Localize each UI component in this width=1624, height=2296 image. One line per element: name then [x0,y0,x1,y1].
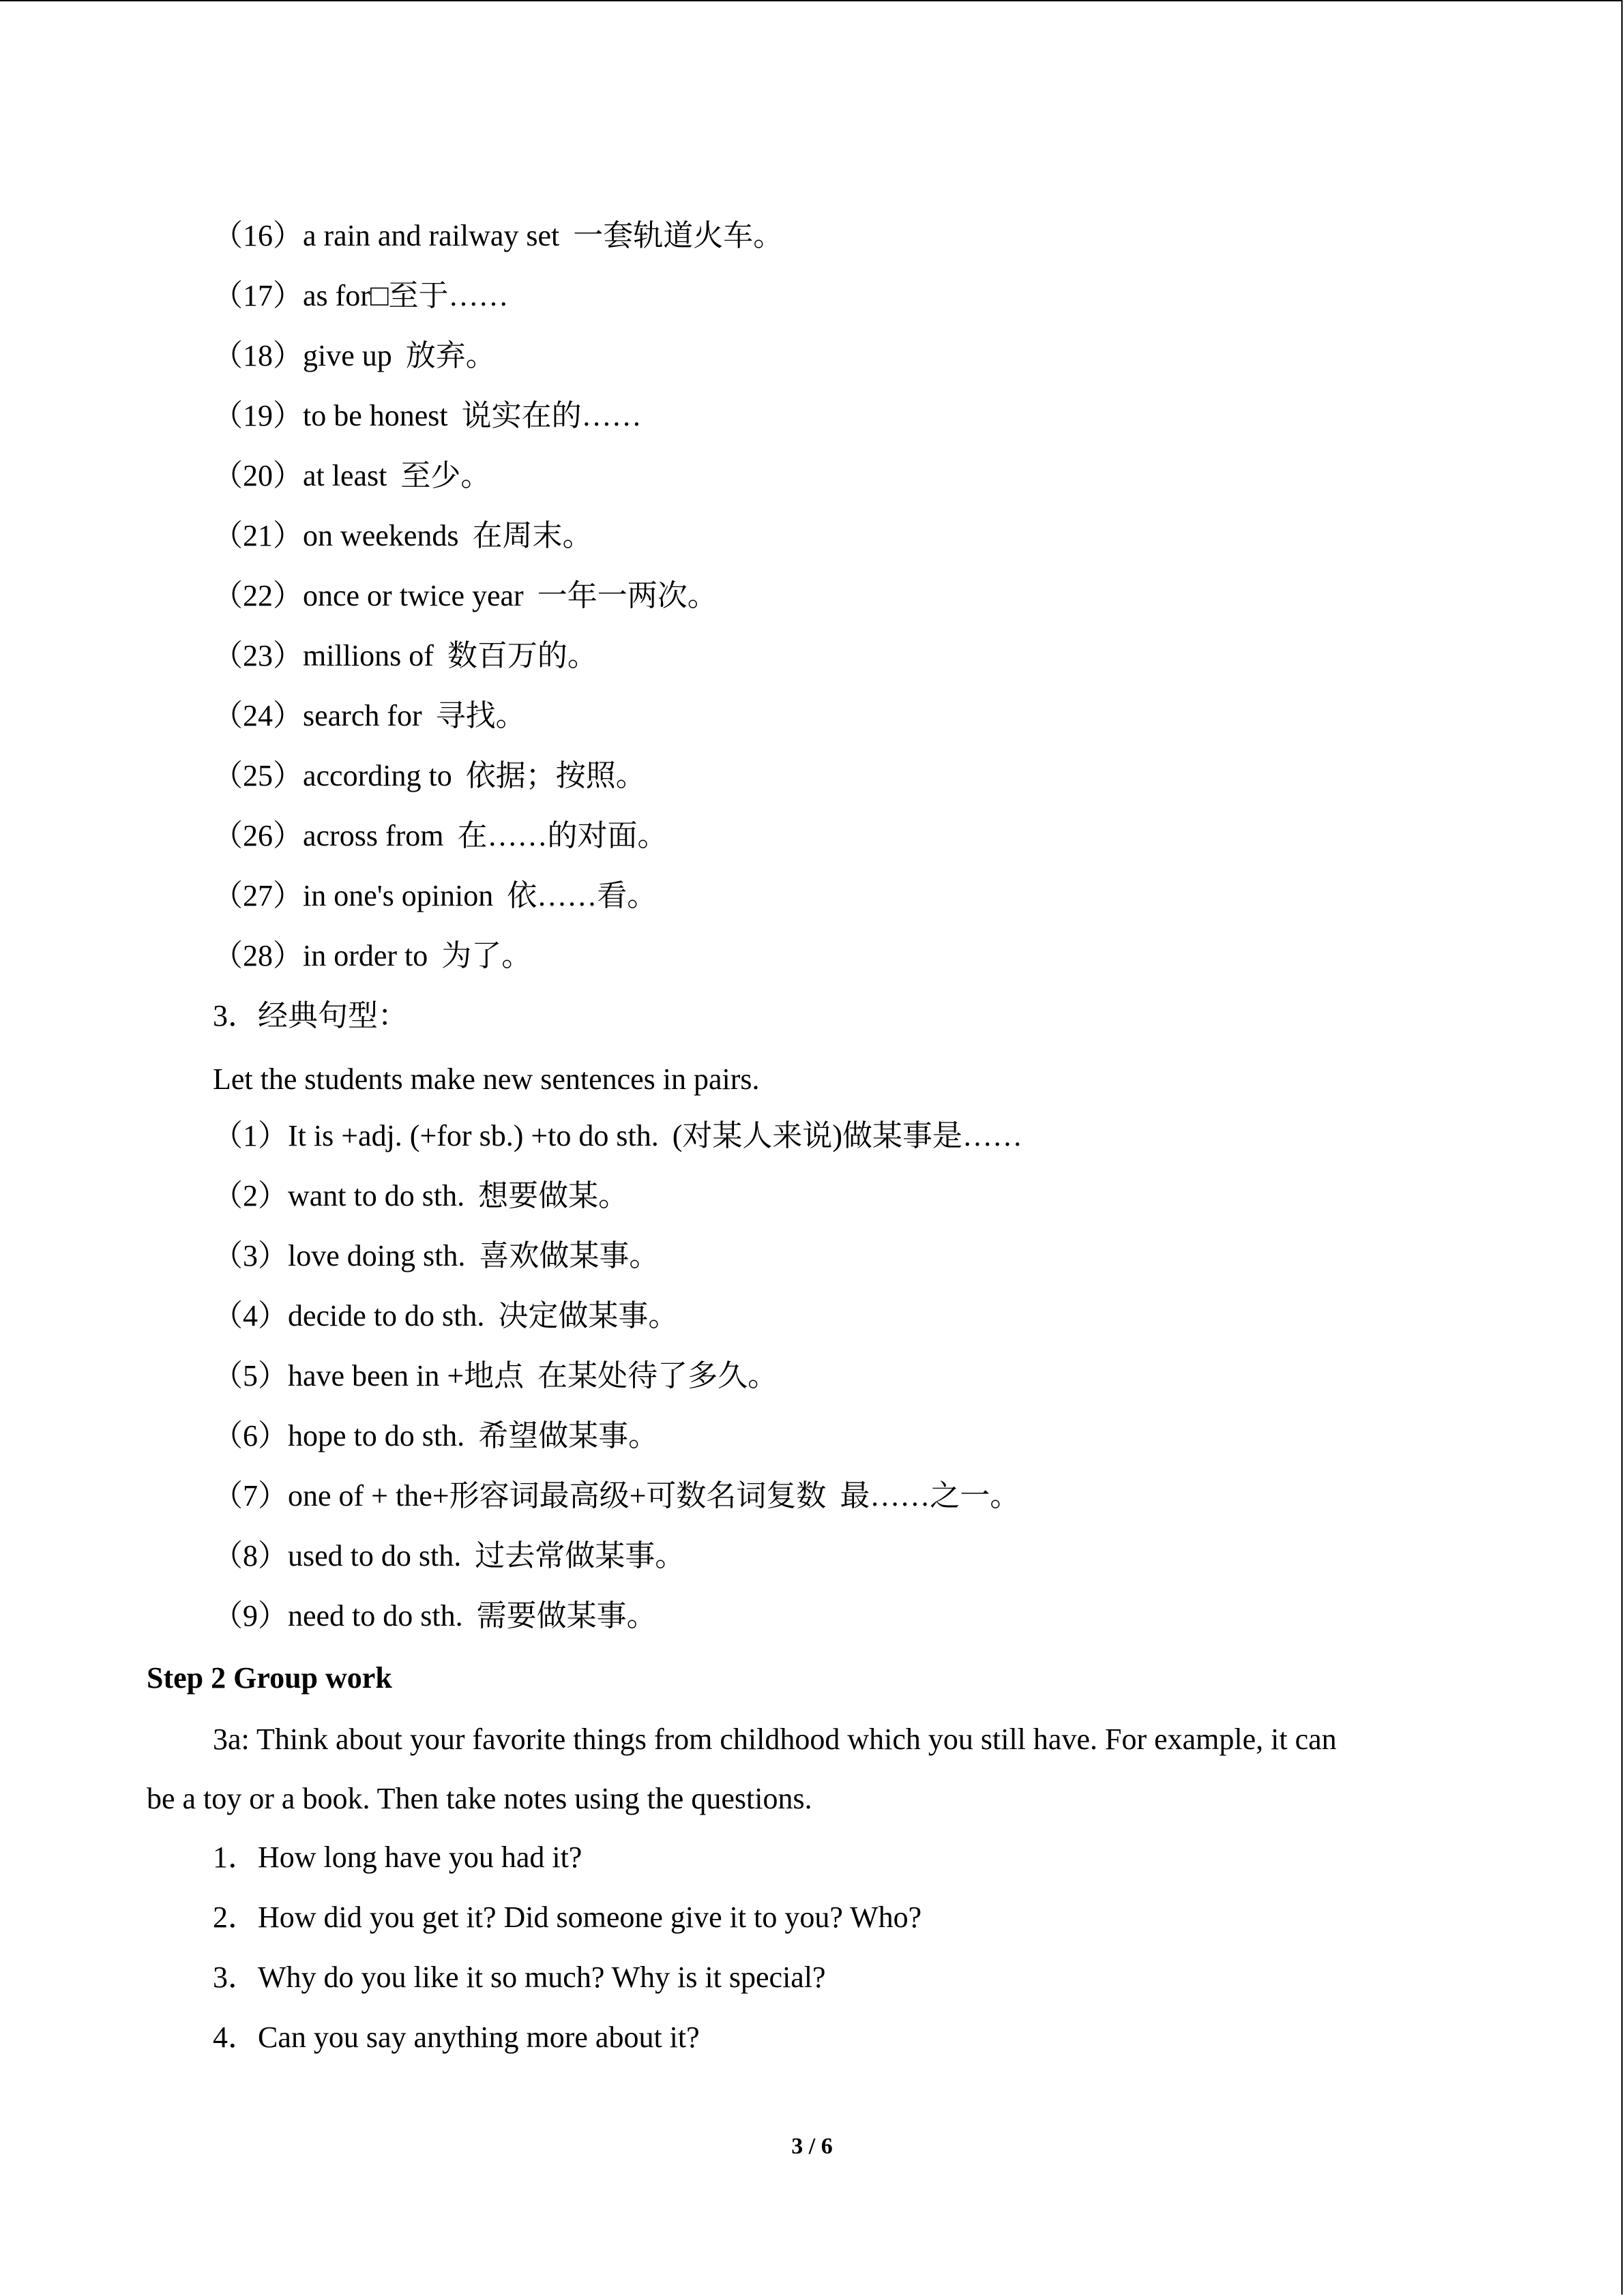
pattern-english: one of + the+形容词最高级+可数名词复数 [288,1479,827,1512]
pattern-chinese: 需要做某事。 [476,1599,657,1632]
phrase-number: （22） [213,579,303,612]
pattern-english: have been in +地点 [288,1359,525,1392]
phrase-item [213,397,642,435]
phrase-item [213,577,718,615]
pattern-chinese: 想要做某。 [478,1179,629,1212]
pattern-english: used to do sth. [288,1539,462,1572]
phrase-item [213,757,646,795]
phrase-number: （21） [213,519,303,552]
pattern-chinese: 喜欢做某事。 [479,1239,660,1272]
phrase-item [213,637,597,675]
phrase-number: （19） [213,399,303,432]
question-item: 3．Why do you like it so much? Why is it special? [213,1960,826,1994]
phrase-number: （16） [213,219,303,252]
pattern-item [213,1177,628,1215]
page-number: 3 / 6 [791,2134,833,2159]
phrase-item [213,457,490,495]
pattern-item [213,1537,685,1575]
phrase-item [213,517,593,555]
phrase-item [213,877,657,915]
phrase-number: （25） [213,759,303,792]
phrase-number: （26） [213,819,303,852]
pattern-english: It is +adj. (+for sb.) +to do sth. [288,1119,659,1152]
pattern-chinese: 决定做某事。 [498,1299,679,1332]
phrase-english: according to [303,759,452,792]
phrase-chinese: 至少。 [400,459,491,492]
phrase-number: （20） [213,459,303,492]
phrase-english: in one's opinion [303,879,494,912]
phrase-english: search for [303,699,422,732]
pattern-english: hope to do sth. [288,1419,465,1452]
question-item: 2．How did you get it? Did someone give it to you? Who? [213,1900,922,1934]
phrase-chinese: 寻找。 [435,699,526,732]
pattern-number: （6） [213,1419,288,1452]
pattern-english: decide to do sth. [288,1299,485,1332]
phrase-item [213,817,668,855]
step2-paragraph-line-2: be a toy or a book. Then take notes using the questions. [147,1782,812,1815]
question-item: 1．How long have you had it? [213,1840,582,1874]
phrase-item [213,217,783,255]
phrase-chinese: 为了。 [441,939,532,972]
phrase-chinese: 依据；按照。 [465,759,646,792]
pattern-number: （8） [213,1539,288,1572]
phrase-english: across from [303,819,444,852]
phrase-chinese: 放弃。 [405,339,496,372]
phrase-chinese: 依……看。 [507,879,658,912]
pattern-number: （9） [213,1599,288,1632]
pattern-item [213,1417,658,1455]
step2-paragraph-line-1: 3a: Think about your favorite things from childhood which you still have. For example, it can [213,1723,1337,1756]
phrase-english: once or twice year [303,579,524,612]
phrase-english: millions of [303,639,434,672]
phrase-chinese: 一套轨道火车。 [573,219,784,252]
pattern-item [213,1477,1020,1515]
section-intro: Let the students make new sentences in pairs. [213,1062,760,1096]
phrase-chinese: 说实在的…… [461,399,642,432]
question-item: 4．Can you say anything more about it? [213,2021,700,2054]
pattern-number: （3） [213,1239,288,1272]
phrase-english: at least [303,459,387,492]
phrase-item [213,337,496,375]
pattern-chinese: (对某人来说)做某事是…… [672,1119,1023,1152]
pattern-chinese: 希望做某事。 [478,1419,659,1452]
phrase-chinese: 在……的对面。 [457,819,668,852]
phrase-english: a rain and railway set [303,219,560,252]
pattern-item [213,1597,657,1635]
pattern-number: （2） [213,1179,288,1212]
pattern-number: （5） [213,1359,288,1392]
pattern-item [213,1237,659,1275]
phrase-number: （24） [213,699,303,732]
phrase-number: （18） [213,339,303,372]
phrase-number: （27） [213,879,303,912]
pattern-chinese: 在某处待了多久。 [537,1359,778,1392]
phrase-chinese: 数百万的。 [447,639,597,672]
phrase-number: （17） [213,279,303,312]
pattern-english: want to do sth. [288,1179,465,1212]
phrase-english: give up [303,339,392,372]
pattern-number: （7） [213,1479,288,1512]
phrase-chinese: 在周末。 [472,519,593,552]
phrase-chinese: □至于…… [370,279,509,312]
phrase-chinese: 一年一两次。 [537,579,718,612]
phrase-item [213,937,531,975]
phrase-number: （23） [213,639,303,672]
section-title: 3．经典句型： [213,999,408,1032]
phrase-english: as for [303,279,370,312]
phrase-english: in order to [303,939,428,972]
pattern-number: （1） [213,1119,288,1152]
phrase-item [213,277,509,315]
pattern-item [213,1357,778,1395]
pattern-item [213,1297,678,1335]
pattern-item [213,1117,1022,1155]
step2-heading: Step 2 Group work [147,1661,392,1695]
phrase-english: to be honest [303,399,448,432]
pattern-english: need to do sth. [288,1599,463,1632]
phrase-item [213,697,526,735]
phrase-number: （28） [213,939,303,972]
pattern-english: love doing sth. [288,1239,466,1272]
pattern-chinese: 过去常做某事。 [475,1539,685,1572]
pattern-chinese: 最……之一。 [840,1479,1020,1512]
pattern-number: （4） [213,1299,288,1332]
phrase-english: on weekends [303,519,459,552]
